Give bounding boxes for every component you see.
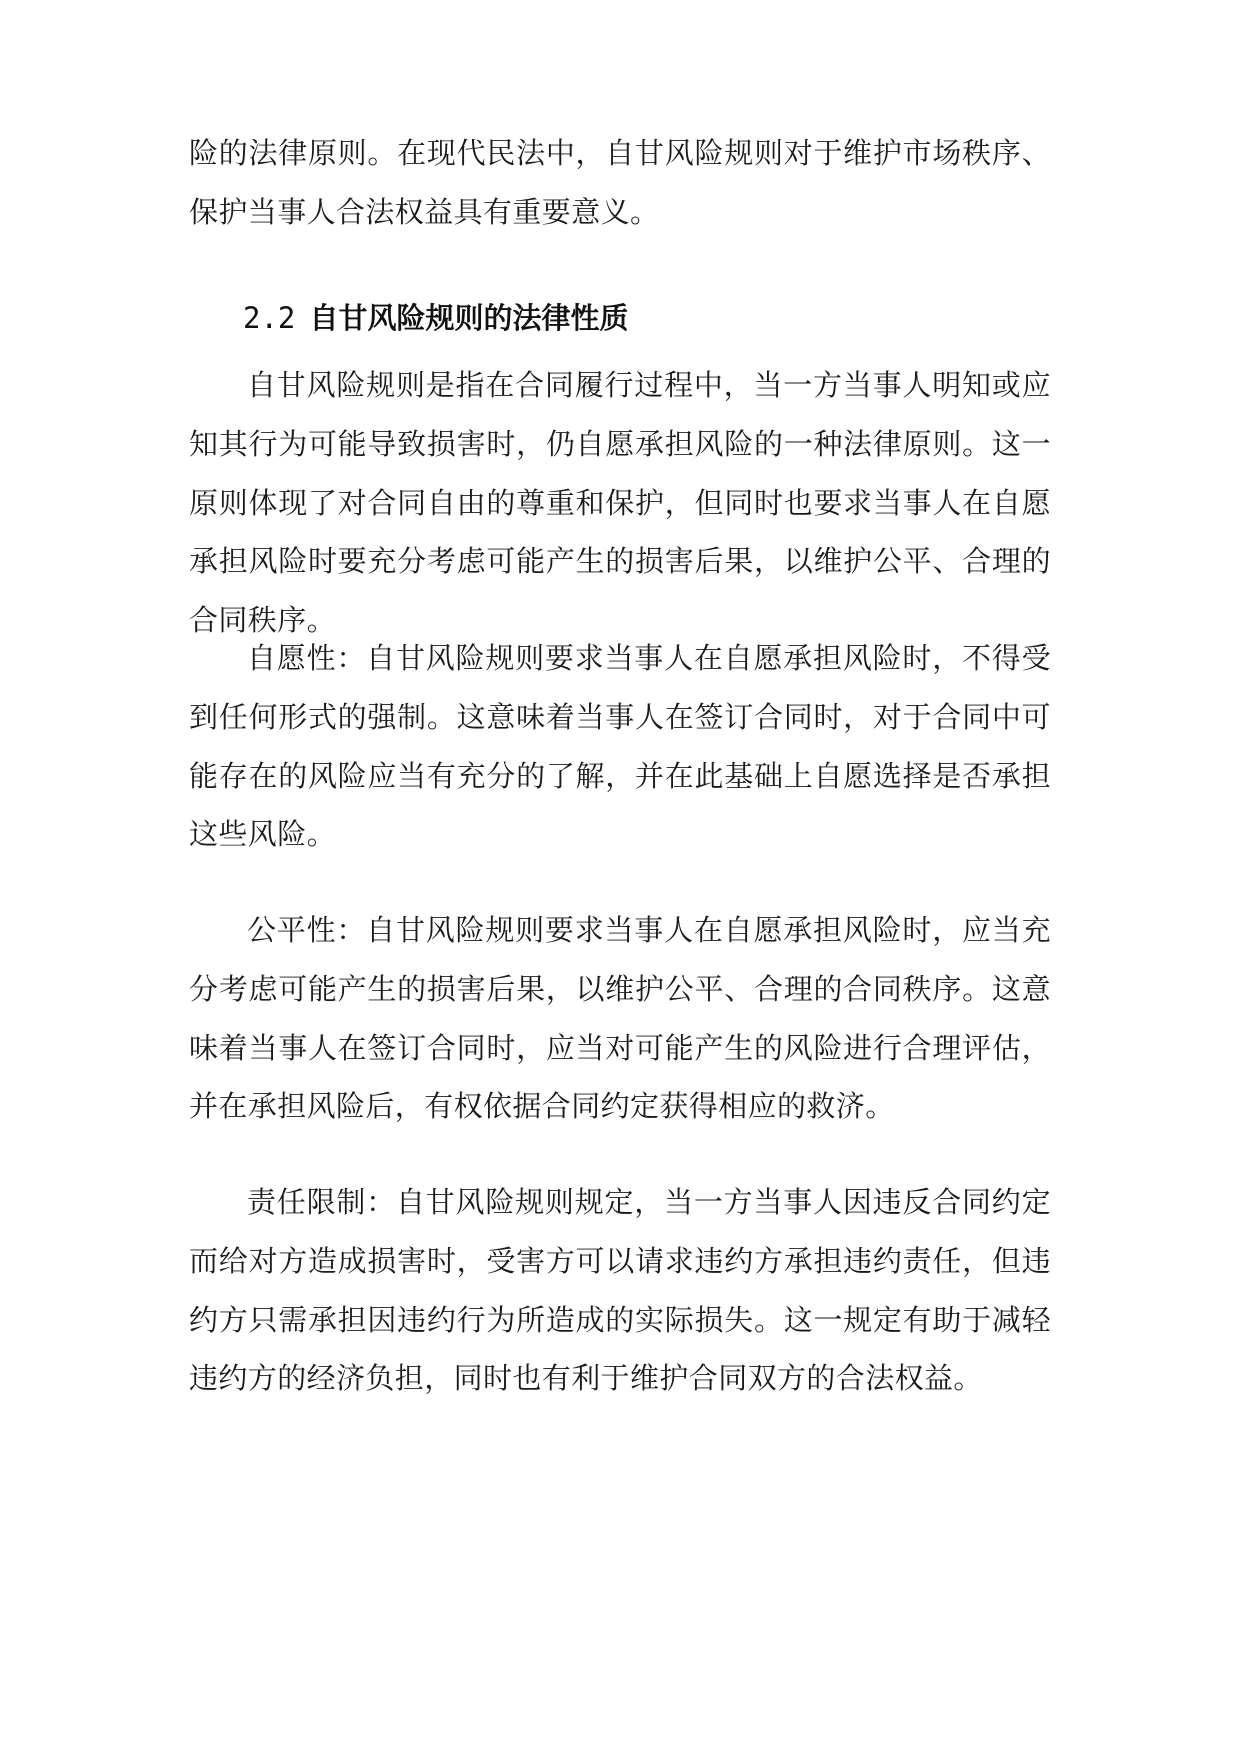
intro-paragraph: 险的法律原则。在现代民法中，自甘风险规则对于维护市场秩序、保护当事人合法权益具有重要意义。 [189,136,1051,229]
section-heading [243,298,629,338]
section-title: 自甘风险规则的法律性质 [309,301,629,335]
section-number: 2.2 [243,301,296,335]
paragraph-liability-limitation: 责任限制：自甘风险规则规定，当一方当事人因违反合同约定而给对方造成损害时，受害方可以请求违约方承担违约责任，但违约方只需承担因违约行为所造成的实际损失。这一规定有助于减轻违约方的经济负担，同时也有利于维护合同双方的合法权益。 [189,1185,1051,1396]
paragraph-fairness: 公平性：自甘风险规则要求当事人在自愿承担风险时，应当充分考虑可能产生的损害后果，以维护公平、合理的合同秩序。这意味着当事人在签订合同时，应当对可能产生的风险进行合理评估，并在承担风险后，有权依据合同约定获得相应的救济。 [189,913,1051,1124]
paragraph-voluntariness: 自愿性：自甘风险规则要求当事人在自愿承担风险时，不得受到任何形式的强制。这意味着当事人在签订合同时，对于合同中可能存在的风险应当有充分的了解，并在此基础上自愿选择是否承担这些风险。 [189,641,1051,852]
paragraph-definition: 自甘风险规则是指在合同履行过程中，当一方当事人明知或应知其行为可能导致损害时，仍自愿承担风险的一种法律原则。这一原则体现了对合同自由的尊重和保护，但同时也要求当事人在自愿承担风险时要充分考虑可能产生的损害后果，以维护公平、合理的合同秩序。 [189,368,1051,638]
